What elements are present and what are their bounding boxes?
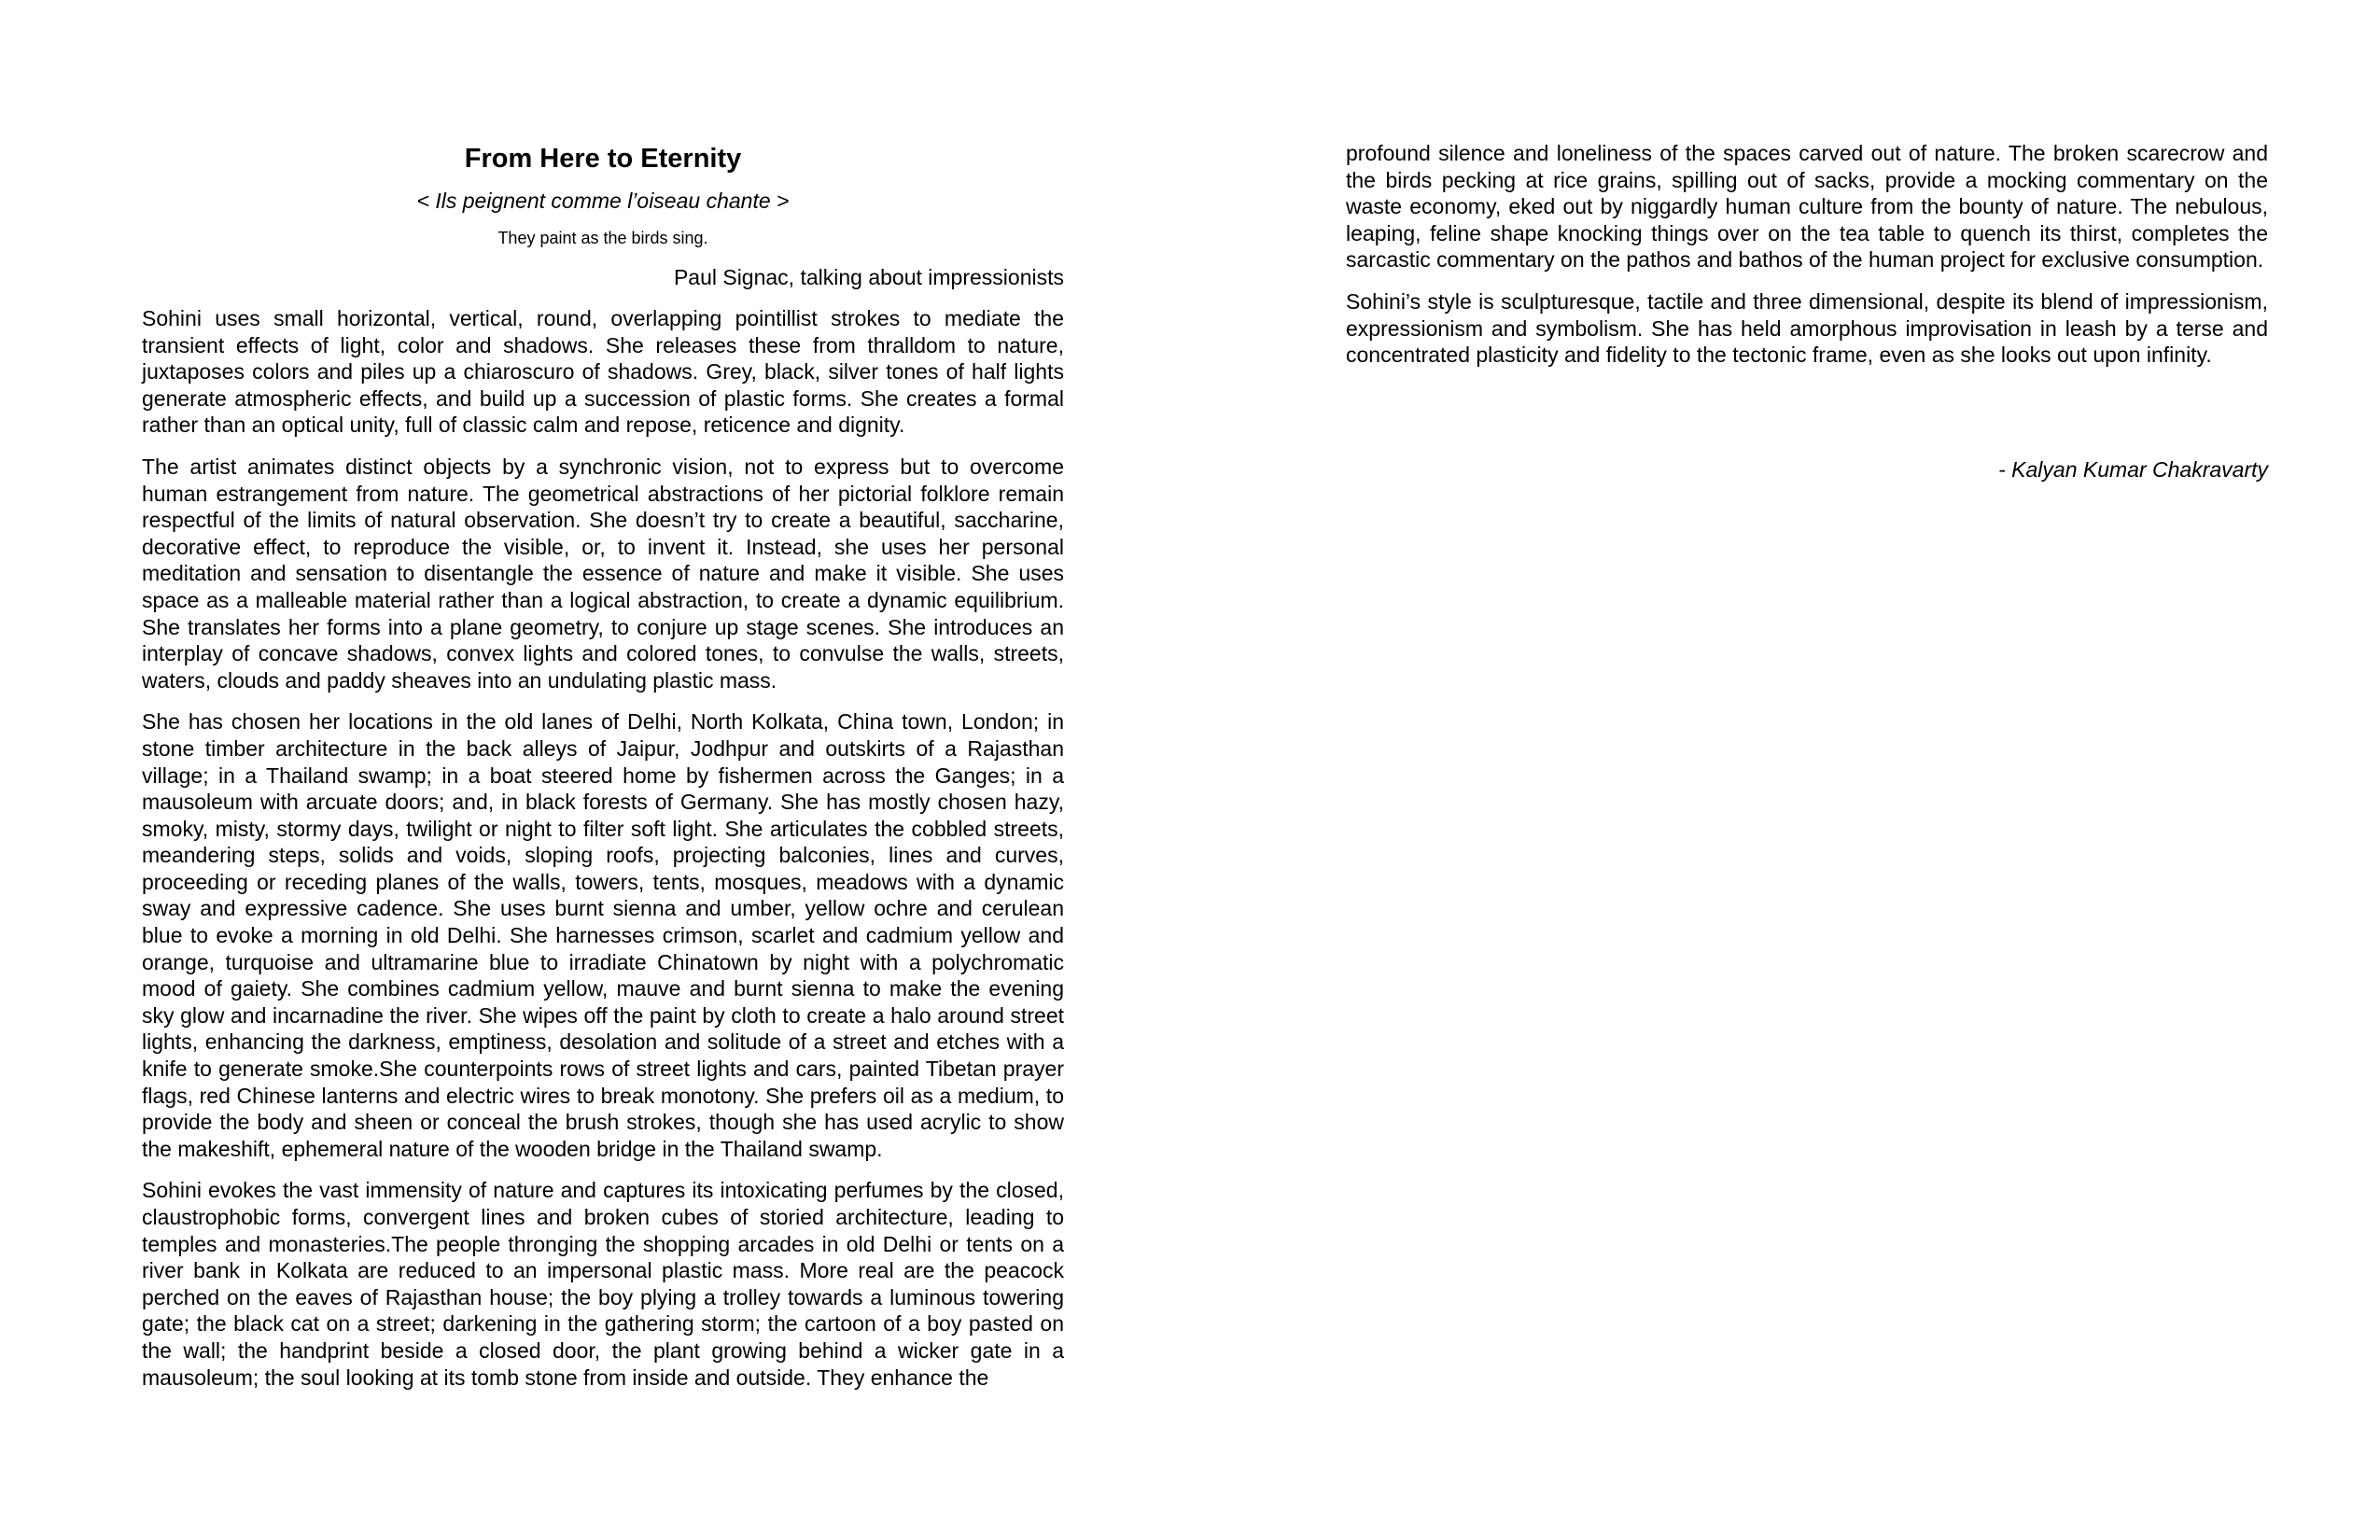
body-paragraph-4: Sohini evokes the vast immensity of nature and captures its intoxicating perfumes by the closed, claustrophobic forms, convergent lines and broken cubes of storied architecture, leading to temples and monasteries.The people thronging the shopping arcades in old Delhi or tents on a river bank in Kolkata are reduced to an impersonal plastic mass. More real are the peacock perched on the eaves of Rajasthan house; the boy plying a trolley towards a luminous towering gate; the black cat on a street; darkening in the gathering storm; the cartoon of a boy pasted on the wall; the handprint beside a closed door, the plant growing behind a wicker gate in a mausoleum; the soul looking at its tomb stone from inside and outside. They enhance the: [142, 1178, 1064, 1390]
body-paragraph-5: profound silence and loneliness of the spaces carved out of nature. The broken scarecrow and the birds pecking at rice grains, spilling out of sacks, provide a mocking commentary on the waste economy, eked out by niggardly human culture from the bounty of nature. The nebulous, leaping, feline shape knocking things over on the tea table to quench its thirst, completes the sarcastic commentary on the pathos and bathos of the human project for exclusive consumption.: [1346, 141, 2268, 273]
left-column: [142, 140, 1064, 1406]
body-paragraph-2: The artist animates distinct objects by a synchronic vision, not to express but to overcome human estrangement from nature. The geometrical abstractions of her pictorial folklore remain respectful of the limits of natural observation. She doesn’t try to create a beautiful, saccharine, decorative effect, to reproduce the visible, or, to invent it. Instead, she uses her personal meditation and sensation to disentangle the essence of nature and make it visible. She uses space as a malleable material rather than a logical abstraction, to create a dynamic equilibrium. She translates her forms into a plane geometry, to conjure up stage scenes. She introduces an interplay of concave shadows, convex lights and colored tones, to convulse the walls, streets, waters, clouds and paddy sheaves into an undulating plastic mass.: [142, 454, 1064, 693]
page-title: From Here to Eternity: [464, 144, 742, 174]
epigraph-attribution: Paul Signac, talking about impressionists: [673, 265, 1064, 289]
body-paragraph-3: She has chosen her locations in the old lanes of Delhi, North Kolkata, China town, London; in stone timber architecture in the back alleys of Jaipur, Jodhpur and outskirts of a Rajasthan village; in a Thailand swamp; in a boat steered home by fishermen across the Ganges; in a mausoleum with arcuate doors; and, in black forests of Germany. She has mostly chosen hazy, smoky, misty, stormy days, twilight or night to filter soft light. She articulates the cobbled streets, meandering steps, solids and voids, sloping roofs, projecting balconies, lines and curves, proceeding or receding planes of the walls, towers, tents, mosques, meadows with a dynamic sway and expressive cadence. She uses burnt sienna and umber, yellow ochre and cerulean blue to evoke a morning in old Delhi. She harnesses crimson, scarlet and cadmium yellow and orange, turquoise and ultramarine blue to irradiate Chinatown by night with a polychromatic mood of gaiety. She combines cadmium yellow, mauve and burnt sienna to make the evening sky glow and incarnadine the river. She wipes off the paint by cloth to create a halo around street lights, enhancing the darkness, emptiness, desolation and solitude of a street and etches with a knife to generate smoke.She counterpoints rows of street lights and cars, painted Tibetan prayer flags, red Chinese lanterns and electric wires to break monotony. She prefers oil as a medium, to provide the body and sheen or conceal the brush strokes, though she has used acrylic to show the makeshift, ephemeral nature of the wooden bridge in the Thailand swamp.: [142, 709, 1064, 1161]
epigraph-translation: They paint as the birds sing.: [497, 229, 708, 247]
body-paragraph-6: Sohini’s style is sculpturesque, tactile and three dimensional, despite its blend of impressionism, expressionism and symbolism. She has held amorphous improvisation in leash by a terse and concentrated plasticity and fidelity to the tectonic frame, even as she looks out upon infinity.: [1346, 288, 2268, 368]
author-signature: - Kalyan Kumar Chakravarty: [1998, 456, 2268, 482]
right-column: [1346, 140, 2268, 483]
epigraph-quote: < Ils peignent comme l’oiseau chante >: [416, 189, 790, 213]
body-paragraph-1: Sohini uses small horizontal, vertical, round, overlapping pointillist strokes to mediate the transient effects of light, color and shadows. She releases these from thralldom to nature, juxtaposes colors and piles up a chiaroscuro of shadows. Grey, black, silver tones of half lights generate atmospheric effects, and build up a succession of plastic forms. She creates a formal rather than an optical unity, full of classic calm and repose, reticence and dignity.: [142, 306, 1064, 438]
